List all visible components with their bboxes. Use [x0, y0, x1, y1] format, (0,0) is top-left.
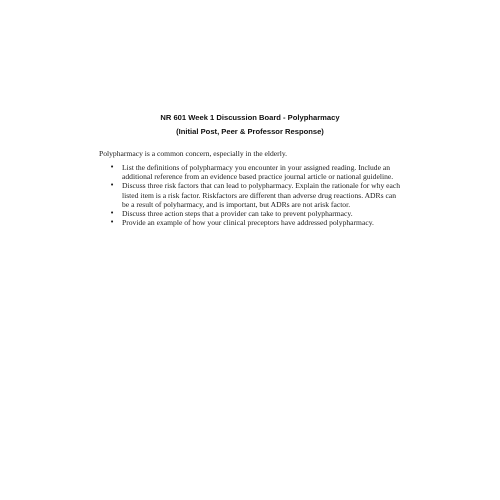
- bullet-list: [110, 163, 410, 227]
- bullet-icon: •: [110, 181, 115, 190]
- list-item-text: additional reference from an evidence based practice journal article or national guideline.: [122, 172, 394, 182]
- list-item: [110, 163, 410, 181]
- list-item-text: List the definitions of polypharmacy you encounter in your assigned reading. Include an: [122, 163, 391, 172]
- intro-paragraph: Polypharmacy is a common concern, especially in the elderly.: [99, 149, 288, 158]
- document-subtitle: (Initial Post, Peer & Professor Response): [176, 127, 324, 136]
- list-item-text: listed item is a risk factor. Riskfactors are different than adverse drug reactions. ADRs can: [122, 190, 396, 200]
- list-item: [110, 209, 410, 218]
- bullet-icon: •: [110, 218, 115, 227]
- list-item: [110, 181, 410, 209]
- list-item-text: be a result of polyharmacy, and is important, but ADRs are not arisk factor.: [122, 199, 351, 209]
- bullet-icon: •: [110, 209, 115, 218]
- document-title: NR 601 Week 1 Discussion Board - Polypharmacy: [160, 113, 340, 122]
- list-item: [110, 218, 410, 227]
- list-item-text: Provide an example of how your clinical preceptors have addressed polypharmacy.: [122, 218, 374, 228]
- bullet-icon: •: [110, 163, 115, 171]
- list-item-text: Discuss three risk factors that can lead to polypharmacy. Explain the rationale for why each: [122, 181, 401, 191]
- list-item-text: Discuss three action steps that a provider can take to prevent polypharmacy.: [122, 209, 353, 219]
